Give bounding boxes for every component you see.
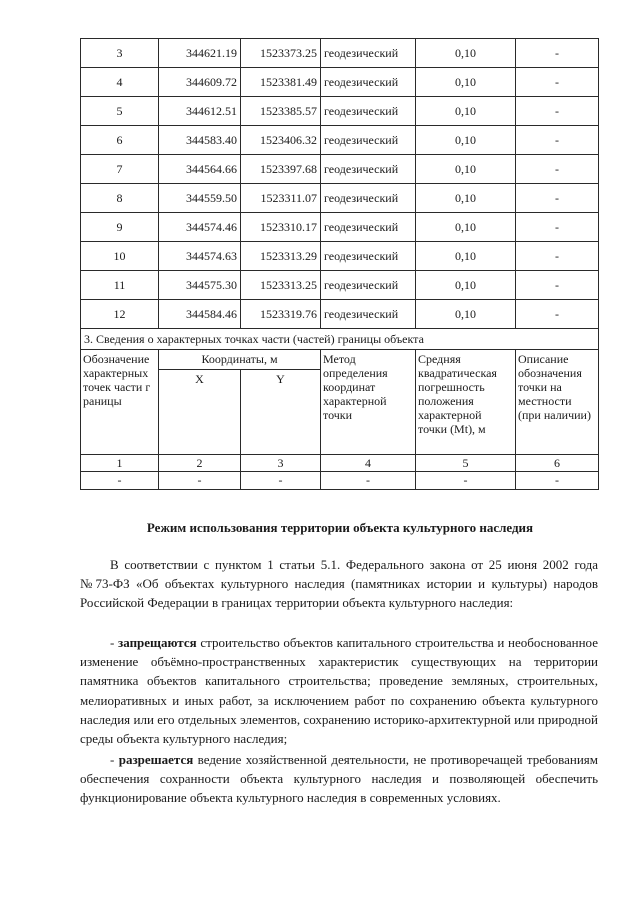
coord-x: 344574.63 <box>159 242 241 271</box>
method: геодезический <box>321 184 416 213</box>
column-number: 2 <box>159 455 241 472</box>
coord-y: 1523313.25 <box>241 271 321 300</box>
section-3 <box>81 329 599 490</box>
empty-cell: - <box>159 472 241 490</box>
mt-value: 0,10 <box>416 97 516 126</box>
table-row <box>81 300 599 329</box>
point-number: 7 <box>81 155 159 184</box>
column-number: 4 <box>321 455 416 472</box>
table-row <box>81 126 599 155</box>
empty-data-row <box>81 472 599 490</box>
table-row <box>81 68 599 97</box>
prohibited-paragraph: - запрещаются строительство объектов капитального строительства и необоснованное изменение объёмно-пространственных характеристик существующих на территории памятника объектов капитального строительства; проведение земляных, строительных, мелиоративных и иных работ, за исключением работ по сохранению объекта культурного наследия или его отдельных элементов, сохранению историко-архитектурной или природной среды объекта культурного наследия; <box>80 635 598 747</box>
point-rows <box>81 39 599 329</box>
empty-cell: - <box>516 472 599 490</box>
point-number: 3 <box>81 39 159 68</box>
coord-y: 1523313.29 <box>241 242 321 271</box>
header-coordinates: Координаты, м <box>159 350 321 370</box>
mt-value: 0,10 <box>416 242 516 271</box>
header-y: Y <box>241 370 321 455</box>
intro-text: В соответствии с пунктом 1 статьи 5.1. Федерального закона от 25 июня 2002 года №73-ФЗ «Об объектах культурного наследия (памятниках истории и культуры) народов Российской Федерации в границах территории объекта культурного наследия: <box>80 557 598 611</box>
header-point-designation: Обозначение характерных точек части границы <box>81 350 159 455</box>
table-row <box>81 184 599 213</box>
table-row <box>81 242 599 271</box>
method: геодезический <box>321 126 416 155</box>
point-number: 9 <box>81 213 159 242</box>
method: геодезический <box>321 68 416 97</box>
coord-x: 344574.46 <box>159 213 241 242</box>
point-number: 8 <box>81 184 159 213</box>
description: - <box>516 242 599 271</box>
mt-value: 0,10 <box>416 184 516 213</box>
point-number: 10 <box>81 242 159 271</box>
coord-x: 344612.51 <box>159 97 241 126</box>
empty-cell: - <box>416 472 516 490</box>
empty-cell: - <box>321 472 416 490</box>
point-number: 4 <box>81 68 159 97</box>
table-row <box>81 97 599 126</box>
method: геодезический <box>321 242 416 271</box>
description: - <box>516 39 599 68</box>
description: - <box>516 213 599 242</box>
description: - <box>516 126 599 155</box>
description: - <box>516 300 599 329</box>
point-number: 5 <box>81 97 159 126</box>
mt-value: 0,10 <box>416 155 516 184</box>
header-method: Метод определения координат характерной точки <box>321 350 416 455</box>
description: - <box>516 271 599 300</box>
header-x: X <box>159 370 241 455</box>
method: геодезический <box>321 97 416 126</box>
mt-value: 0,10 <box>416 271 516 300</box>
point-number: 6 <box>81 126 159 155</box>
prohibited-label: запрещаются <box>118 635 197 650</box>
description: - <box>516 184 599 213</box>
intro-paragraph <box>80 555 598 613</box>
table-row <box>81 39 599 68</box>
coord-x: 344621.19 <box>159 39 241 68</box>
column-numbers-row <box>81 455 599 472</box>
method: геодезический <box>321 155 416 184</box>
coord-x: 344584.46 <box>159 300 241 329</box>
column-number: 5 <box>416 455 516 472</box>
mt-value: 0,10 <box>416 300 516 329</box>
description: - <box>516 97 599 126</box>
mt-value: 0,10 <box>416 213 516 242</box>
coord-x: 344564.66 <box>159 155 241 184</box>
table-row <box>81 213 599 242</box>
header-description: Описание обозначения точки на местности (при наличии) <box>516 350 599 455</box>
column-number: 6 <box>516 455 599 472</box>
table-row <box>81 155 599 184</box>
coord-y: 1523311.07 <box>241 184 321 213</box>
column-number: 3 <box>241 455 321 472</box>
table-row <box>81 271 599 300</box>
section-title: 3. Сведения о характерных точках части (частей) границы объекта <box>81 329 599 350</box>
mt-value: 0,10 <box>416 68 516 97</box>
coord-x: 344575.30 <box>159 271 241 300</box>
coord-x: 344559.50 <box>159 184 241 213</box>
description: - <box>516 155 599 184</box>
empty-cell: - <box>241 472 321 490</box>
allowed-label: разрешается <box>118 752 194 767</box>
coord-y: 1523373.25 <box>241 39 321 68</box>
method: геодезический <box>321 213 416 242</box>
description: - <box>516 68 599 97</box>
coord-y: 1523310.17 <box>241 213 321 242</box>
coordinates-table <box>80 38 599 490</box>
point-number: 11 <box>81 271 159 300</box>
coord-y: 1523385.57 <box>241 97 321 126</box>
regime-heading: Режим использования территории объекта культурного наследия <box>146 520 534 535</box>
coord-x: 344609.72 <box>159 68 241 97</box>
method: геодезический <box>321 300 416 329</box>
coord-y: 1523319.76 <box>241 300 321 329</box>
method: геодезический <box>321 271 416 300</box>
mt-value: 0,10 <box>416 39 516 68</box>
mt-value: 0,10 <box>416 126 516 155</box>
coord-y: 1523406.32 <box>241 126 321 155</box>
method: геодезический <box>321 39 416 68</box>
header-mt: Средняя квадратическая погрешность положения характерной точки (Mt), м <box>416 350 516 455</box>
empty-cell: - <box>81 472 159 490</box>
prohibited-text: строительство объектов капитального строительства и необоснованное изменение объёмно-пространственных характеристик существующих на территории памятника объектов капитального строительства; проведение земляных, строительных, мелиоративных и иных работ, за исключением работ по сохранению объекта культурного наследия или его отдельных элементов, сохранению историко-архитектурной или природной среды объекта культурного наследия; <box>80 635 598 747</box>
coord-y: 1523381.49 <box>241 68 321 97</box>
allowed-text: ведение хозяйственной деятельности, не противоречащей требованиям обеспечения сохранности объекта культурного наследия и позволяющей обеспечить функционирование объекта культурного наследия в современных условиях. <box>80 752 598 806</box>
coord-x: 344583.40 <box>159 126 241 155</box>
column-number: 1 <box>81 455 159 472</box>
coord-y: 1523397.68 <box>241 155 321 184</box>
point-number: 12 <box>81 300 159 329</box>
allowed-paragraph: - разрешается ведение хозяйственной деятельности, не противоречащей требованиям обеспечения сохранности объекта культурного наследия и позволяющей обеспечить функционирование объекта культурного наследия в современных условиях. <box>80 752 598 806</box>
